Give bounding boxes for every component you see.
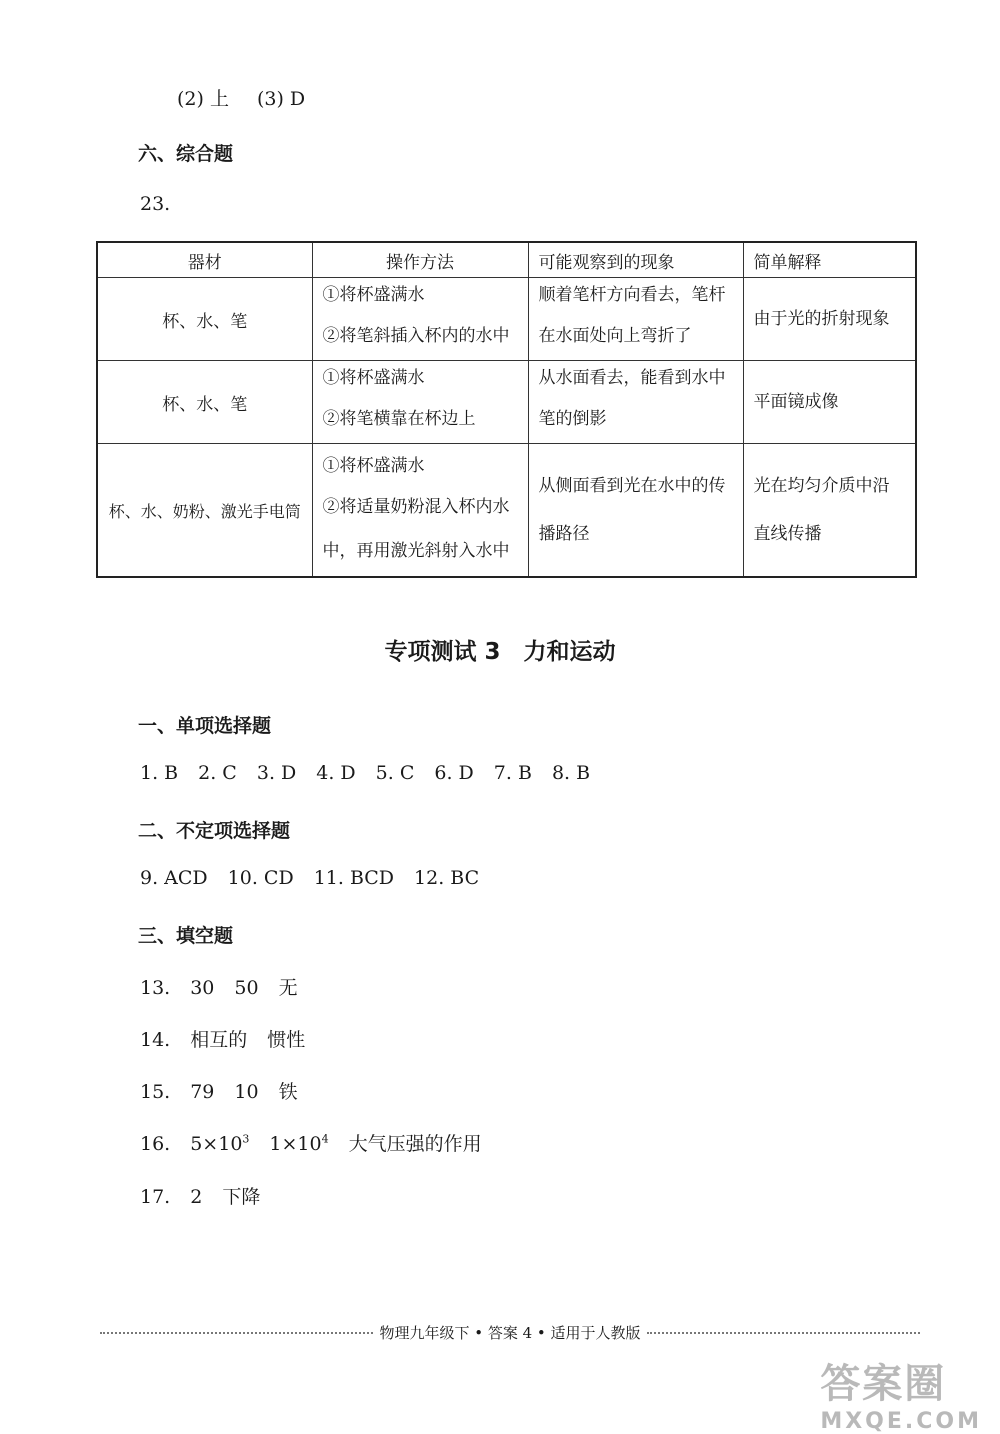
header-equipment: 器材 — [97, 242, 312, 278]
answer-item: 1. B — [140, 762, 179, 784]
answer-item: 11. BCD — [313, 867, 395, 889]
watermark-line: MXQE.COM — [820, 1409, 982, 1434]
watermark-line: 答案圈 — [820, 1361, 947, 1407]
method-step: ②将笔斜插入杯内的水中 — [322, 326, 510, 346]
header-phenomenon: 可能观察到的现象 — [528, 242, 743, 278]
answer-item: 10. CD — [227, 867, 294, 889]
phenomenon-line: 顺着笔杆方向看去，笔杆 — [538, 285, 726, 305]
cell-phenomenon — [528, 278, 743, 361]
method-step: ①将杯盛满水 — [322, 285, 425, 305]
answer-item: 12. BC — [414, 867, 480, 889]
header-method: 操作方法 — [312, 242, 528, 278]
answer-item: 6. D — [434, 762, 474, 784]
test-title: 专项测试 3 力和运动 — [384, 639, 616, 665]
answer-value: 惯性 — [267, 1029, 306, 1051]
method-step: 中，再用激光斜射入水中 — [322, 541, 510, 561]
cell-explanation — [743, 361, 916, 444]
table-row — [97, 278, 916, 361]
section-heading-3: 三、填空题 — [138, 925, 234, 947]
answer-value: 5×10 — [190, 1133, 243, 1155]
method-step: ②将笔横靠在杯边上 — [322, 409, 476, 429]
answer-value: 10 — [234, 1081, 259, 1103]
answer-line-single-choice — [140, 762, 590, 784]
explanation-line: 直线传播 — [753, 524, 822, 544]
cell-explanation — [743, 278, 916, 361]
table-row — [97, 444, 916, 578]
phenomenon-line: 从侧面看到光在水中的传 — [538, 476, 726, 496]
cell-phenomenon — [528, 361, 743, 444]
section-heading-2: 二、不定项选择题 — [138, 820, 291, 842]
answer-line-17 — [140, 1182, 260, 1209]
footer-divider — [100, 1332, 373, 1334]
cell-explanation — [743, 444, 916, 578]
explanation-line: 平面镜成像 — [753, 392, 839, 412]
phenomenon-line: 播路径 — [538, 524, 590, 544]
experiment-table — [96, 241, 917, 578]
answer-value: 1×10 — [269, 1133, 322, 1155]
answer-item-3: (3) D — [256, 88, 306, 110]
answer-item: 2. C — [198, 762, 237, 784]
page-footer — [100, 1322, 920, 1343]
section-heading-6: 六、综合题 — [138, 143, 234, 165]
answer-value: 相互的 — [190, 1029, 248, 1051]
answer-value: 2 — [190, 1186, 203, 1208]
phenomenon-line: 从水面看去，能看到水中 — [538, 368, 726, 388]
phenomenon-line: 笔的倒影 — [538, 409, 607, 429]
question-number: 16. — [140, 1133, 171, 1155]
method-step: ①将杯盛满水 — [322, 456, 425, 476]
answer-value: 下降 — [222, 1186, 261, 1208]
answer-line-13 — [140, 973, 298, 1000]
answer-line-16 — [140, 1129, 482, 1156]
cell-equipment: 杯、水、笔 — [97, 361, 312, 444]
exponent: 4 — [321, 1132, 329, 1146]
header-explanation: 简单解释 — [743, 242, 916, 278]
answer-item: 7. B — [493, 762, 532, 784]
answer-value: 79 — [190, 1081, 215, 1103]
cell-equipment: 杯、水、奶粉、激光手电筒 — [97, 444, 312, 578]
answer-line-top — [177, 84, 305, 111]
answer-value: 大气压强的作用 — [348, 1133, 482, 1155]
answer-item: 4. D — [316, 762, 356, 784]
phenomenon-line: 在水面处向上弯折了 — [538, 326, 692, 346]
cell-method — [312, 278, 528, 361]
answer-item: 5. C — [375, 762, 415, 784]
answer-item: 8. B — [551, 762, 591, 784]
question-number: 13. — [140, 977, 171, 999]
table-header-row — [97, 242, 916, 278]
method-step: ②将适量奶粉混入杯内水 — [322, 497, 510, 517]
question-number: 17. — [140, 1186, 171, 1208]
answer-item: 9. ACD — [140, 867, 208, 889]
answer-value: 50 — [234, 977, 259, 999]
method-step: ①将杯盛满水 — [322, 368, 425, 388]
answer-value: 铁 — [278, 1081, 298, 1103]
answer-line-14 — [140, 1025, 305, 1052]
cell-phenomenon — [528, 444, 743, 578]
explanation-line: 光在均匀介质中沿 — [753, 476, 890, 496]
table-row — [97, 361, 916, 444]
question-number: 14. — [140, 1029, 171, 1051]
section-heading-1: 一、单项选择题 — [138, 715, 272, 737]
cell-method — [312, 444, 528, 578]
cell-equipment: 杯、水、笔 — [97, 278, 312, 361]
answer-line-multi-choice — [140, 867, 479, 889]
footer-divider — [647, 1332, 920, 1334]
answer-value: 无 — [278, 977, 298, 999]
cell-method — [312, 361, 528, 444]
answer-item: 3. D — [256, 762, 297, 784]
answer-value: 30 — [190, 977, 215, 999]
footer-text: 物理九年级下 • 答案 4 • 适用于人教版 — [379, 1324, 641, 1342]
question-number: 15. — [140, 1081, 171, 1103]
question-23-number: 23. — [140, 193, 171, 215]
explanation-line: 由于光的折射现象 — [753, 309, 890, 329]
exponent: 3 — [242, 1132, 250, 1146]
answer-item-2: (2) 上 — [177, 88, 229, 110]
watermark-logo — [820, 1352, 982, 1434]
answer-line-15 — [140, 1077, 298, 1104]
